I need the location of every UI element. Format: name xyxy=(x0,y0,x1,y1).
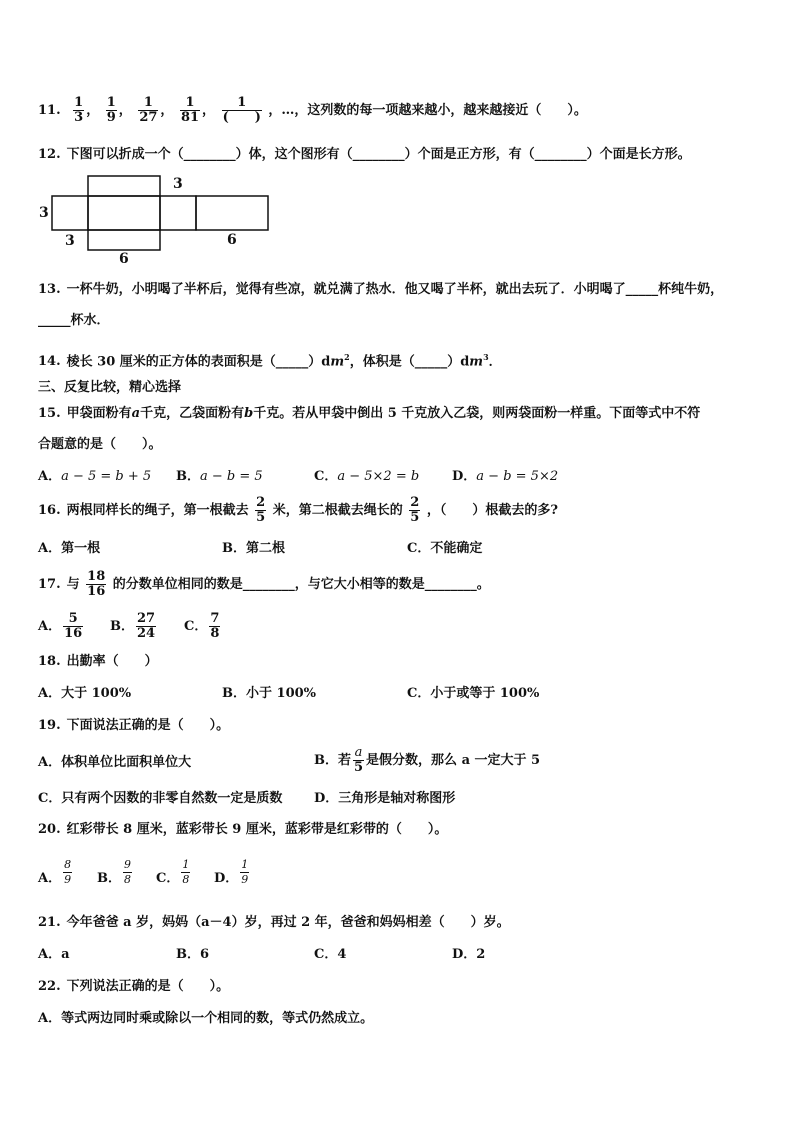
question-21 xyxy=(38,915,510,931)
option-label: B．若 xyxy=(314,753,351,768)
question-text: _____杯水． xyxy=(38,313,110,328)
fraction: $\frac{1}{3}$ xyxy=(74,95,84,125)
option-b[interactable] xyxy=(222,541,285,557)
net-face-bottom xyxy=(88,230,160,250)
question-17 xyxy=(38,570,490,599)
fraction: $\frac{5}{16}$ xyxy=(64,611,83,641)
unit-m: m xyxy=(469,354,484,370)
option-label: C． xyxy=(314,469,338,484)
option-b[interactable] xyxy=(314,746,540,775)
question-text: 两根同样长的绳子，第一根截去 xyxy=(66,503,249,518)
question-text: ，（ ）根截去的多? xyxy=(426,503,558,518)
question-number: 14. xyxy=(38,354,61,370)
option-c[interactable] xyxy=(407,541,482,557)
option-c[interactable] xyxy=(314,469,419,485)
section-title xyxy=(38,380,181,396)
option-label: C． xyxy=(407,541,431,556)
option-label: D． xyxy=(214,871,239,886)
question-number: 21. xyxy=(38,915,61,930)
net-face-mid xyxy=(160,196,196,230)
option-b[interactable] xyxy=(176,947,209,963)
question-11: 11. $\frac{1}{3}$ ， $\frac{1}{9}$ ， $\frac{1}{27}$ ， $\frac{1}{81}$ ， $\frac{1}{( )}$ ，…，这列数的每一项越来越小，越来越接近（ ）。 xyxy=(38,95,587,125)
net-face-center xyxy=(88,196,160,230)
question-text: 下面说法正确的是（ ）。 xyxy=(66,718,230,733)
fraction: $\frac{1}{81}$ xyxy=(180,95,200,125)
option-label: A． xyxy=(38,871,62,886)
option-d[interactable] xyxy=(314,791,455,807)
fraction: $\frac{1}{9}$ xyxy=(106,95,116,125)
option-label: D． xyxy=(452,947,477,962)
option-text: 小于或等于 100% xyxy=(430,686,540,701)
section-title-text: 三、反复比较，精心选择 xyxy=(38,380,182,395)
net-label-bottom-mid: 6 xyxy=(119,251,129,267)
option-label: A． xyxy=(38,469,62,484)
option-a[interactable] xyxy=(38,686,131,702)
option-a[interactable] xyxy=(38,541,100,557)
question-22 xyxy=(38,979,229,995)
net-face-left xyxy=(52,196,88,230)
question-text: 的分数单位相同的数是________，与它大小相等的数是________。 xyxy=(112,577,490,592)
question-14 xyxy=(38,349,502,370)
question-15-line-2 xyxy=(38,437,162,453)
option-text: 不能确定 xyxy=(430,541,483,556)
question-15 xyxy=(38,406,700,422)
fraction: $\frac{18}{16}$ xyxy=(87,569,106,599)
option-label: C． xyxy=(184,619,208,634)
option-label: B． xyxy=(97,871,121,886)
net-label-bottom-left: 3 xyxy=(65,233,75,249)
option-text: a − b = 5×2 xyxy=(476,469,559,484)
question-text: 甲袋面粉有 xyxy=(66,406,132,421)
question-13-line-2 xyxy=(38,313,110,329)
option-d[interactable] xyxy=(452,469,558,485)
option-label: B． xyxy=(222,541,246,556)
option-text: 2 xyxy=(476,947,486,962)
fraction: $\frac{9}{8}$ xyxy=(124,858,131,886)
question-number: 22. xyxy=(38,979,61,994)
question-text: 今年爸爸 a 岁，妈妈（a－4）岁，再过 2 年，爸爸和妈妈相差（ ）岁。 xyxy=(66,915,510,930)
question-number: 12. xyxy=(38,147,61,162)
question-text: 合题意的是（ ）。 xyxy=(38,437,162,452)
option-a[interactable] xyxy=(38,1011,373,1027)
question-text: 千克，乙袋面粉有 xyxy=(140,406,245,421)
question-text: 下图可以折成一个（________）体，这个图形有（________）个面是正方形，有（________）个面是长方形。 xyxy=(66,147,691,162)
option-text: 4 xyxy=(337,947,347,962)
option-text: a − 5 = b + 5 xyxy=(61,469,152,484)
fraction: $\frac{a}{5}$ xyxy=(354,745,364,775)
net-face-right xyxy=(196,196,268,230)
question-12 xyxy=(38,147,691,163)
option-text: 第二根 xyxy=(246,541,286,556)
question-number: 16. xyxy=(38,503,61,518)
option-a[interactable] xyxy=(38,612,85,641)
net-label-left: 3 xyxy=(39,205,49,221)
question-19 xyxy=(38,718,229,734)
question-number: 18. xyxy=(38,654,61,669)
option-b[interactable] xyxy=(110,612,158,641)
option-label: C． xyxy=(407,686,431,701)
option-a[interactable] xyxy=(38,947,70,963)
question-text: 出勤率（ ） xyxy=(66,654,158,669)
variable-a: a xyxy=(131,406,141,421)
option-a[interactable] xyxy=(38,858,74,887)
question-text: 下列说法正确的是（ ）。 xyxy=(66,979,230,994)
cuboid-net-diagram xyxy=(40,172,280,268)
variable-b: b xyxy=(244,406,254,421)
fraction: $\frac{1}{9}$ xyxy=(241,858,249,886)
option-b[interactable] xyxy=(176,469,263,485)
question-text: ，体积是（_____）d xyxy=(349,354,470,370)
option-text: D．三角形是轴对称图形 xyxy=(314,791,456,806)
option-text: C．只有两个因数的非零自然数一定是质数 xyxy=(38,791,283,806)
question-18 xyxy=(38,654,158,670)
question-text: 一杯牛奶，小明喝了半杯后，觉得有些凉，就兑满了热水．他又喝了半杯，就出去玩了．小明喝了_____杯纯牛奶， xyxy=(66,282,724,297)
option-text: A．等式两边同时乘或除以一个相同的数，等式仍然成立。 xyxy=(38,1011,374,1026)
question-text: 米，第二根截去绳长的 xyxy=(272,503,403,518)
fraction: $\frac{2}{5}$ xyxy=(256,495,266,525)
exponent: 2 xyxy=(344,352,350,362)
fraction: $\frac{2}{5}$ xyxy=(410,495,420,525)
option-b[interactable] xyxy=(97,858,134,887)
question-text: 与 xyxy=(66,577,80,592)
net-label-right: 6 xyxy=(227,232,237,248)
option-c[interactable] xyxy=(156,858,192,887)
question-16 xyxy=(38,496,558,525)
question-text: ． xyxy=(488,354,502,370)
option-d[interactable] xyxy=(214,858,251,887)
option-label: C． xyxy=(156,871,180,886)
fraction: $\frac{1}{( )}$ xyxy=(222,95,261,125)
option-c[interactable] xyxy=(314,947,346,963)
option-text: 6 xyxy=(200,947,210,962)
fraction: $\frac{27}{24}$ xyxy=(137,611,156,641)
option-d[interactable] xyxy=(452,947,485,963)
option-c[interactable] xyxy=(407,686,539,702)
net-label-top: 3 xyxy=(173,176,183,192)
option-text: 大于 100% xyxy=(61,686,132,701)
exponent: 3 xyxy=(483,352,489,362)
option-label: A． xyxy=(38,686,62,701)
option-text: 第一根 xyxy=(61,541,101,556)
fraction: $\frac{8}{9}$ xyxy=(64,858,72,886)
question-number: 20. xyxy=(38,822,61,837)
option-label: B． xyxy=(110,619,134,634)
option-label: A． xyxy=(38,947,62,962)
option-text: a − 5×2 = b xyxy=(337,469,420,484)
option-label: D． xyxy=(452,469,477,484)
option-text: a xyxy=(61,947,70,962)
question-number: 13. xyxy=(38,282,61,297)
option-text: 小于 100% xyxy=(246,686,317,701)
unit-m: m xyxy=(330,354,345,370)
question-20 xyxy=(38,822,447,838)
option-label: A． xyxy=(38,541,62,556)
question-text: ，…，这列数的每一项越来越小，越来越接近（ ）。 xyxy=(268,103,587,118)
option-a[interactable] xyxy=(38,469,151,485)
question-13 xyxy=(38,282,723,298)
question-text: 红彩带长 8 厘米，蓝彩带长 9 厘米，蓝彩带是红彩带的（ ）。 xyxy=(66,822,448,837)
option-b[interactable] xyxy=(222,686,316,702)
option-a[interactable] xyxy=(38,755,191,771)
question-text: 棱长 30 厘米的正方体的表面积是（_____）d xyxy=(66,354,331,370)
question-number: 19. xyxy=(38,718,61,733)
question-number: 15. xyxy=(38,406,61,421)
net-face-top xyxy=(88,176,160,196)
option-text: A．体积单位比面积单位大 xyxy=(38,755,192,770)
fraction: $\frac{7}{8}$ xyxy=(210,611,220,641)
option-label: B． xyxy=(176,947,200,962)
fraction: $\frac{1}{27}$ xyxy=(139,95,158,125)
option-c[interactable] xyxy=(38,791,282,807)
option-text: a − b = 5 xyxy=(200,469,263,484)
option-label: B． xyxy=(222,686,246,701)
option-text: 是假分数，那么 a 一定大于 5 xyxy=(366,753,541,768)
fraction: $\frac{1}{8}$ xyxy=(182,858,190,886)
question-text: 千克。若从甲袋中倒出 5 千克放入乙袋，则两袋面粉一样重。下面等式中不符 xyxy=(253,406,701,421)
option-label: B． xyxy=(176,469,200,484)
option-label: A． xyxy=(38,619,62,634)
question-number: 17. xyxy=(38,577,61,592)
question-number: 11. xyxy=(38,103,61,118)
option-label: C． xyxy=(314,947,338,962)
option-c[interactable] xyxy=(184,612,222,641)
